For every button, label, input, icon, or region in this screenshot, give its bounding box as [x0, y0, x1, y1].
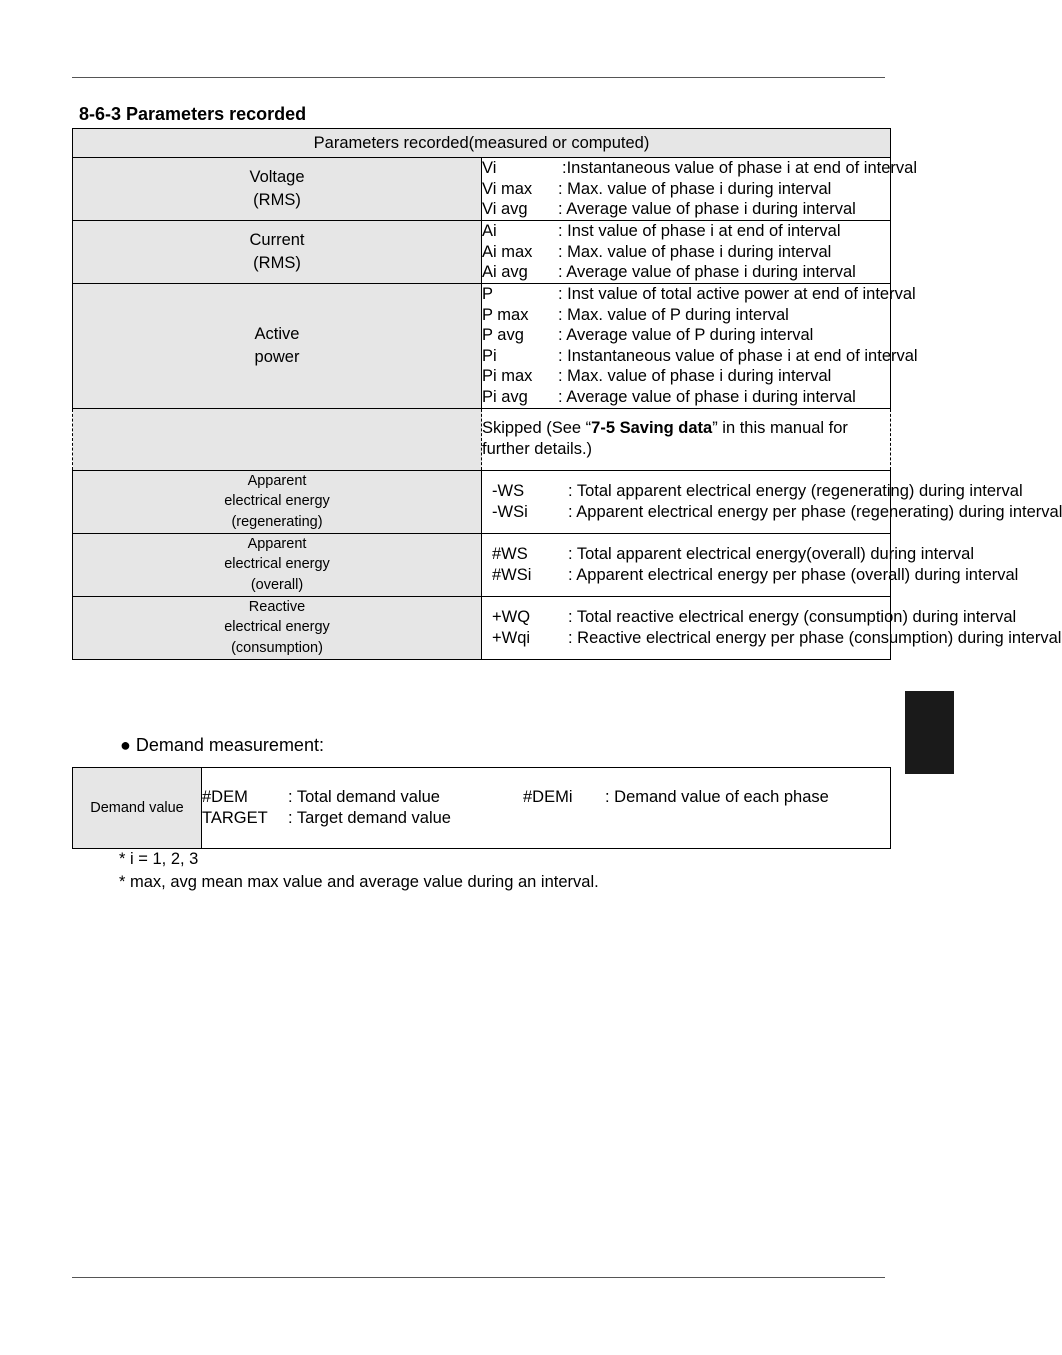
row-label-empty — [73, 408, 482, 470]
footnote-max-avg: * max, avg mean max value and average value during an interval. — [119, 873, 599, 891]
table-row — [73, 470, 891, 533]
section-reference: 7-5 Saving data — [591, 419, 713, 438]
footer-rule — [72, 1277, 885, 1278]
row-label-reactive-consumption: Reactive electrical energy (consumption) — [73, 596, 482, 659]
row-label-voltage: Voltage (RMS) — [73, 158, 482, 221]
row-label-apparent-overall: Apparent electrical energy (overall) — [73, 533, 482, 596]
demand-label: Demand value — [73, 768, 202, 849]
row-desc-apparent-regenerating: -WS : Total apparent electrical energy (regenerating) during interval -WSi : Apparent electrical energy per phase (regenerating) during interval — [482, 470, 891, 533]
table-row — [73, 284, 891, 409]
table-row — [73, 158, 891, 221]
parameters-table — [72, 128, 1062, 660]
chapter-tab — [905, 691, 954, 774]
table-row-skipped — [73, 408, 891, 470]
table-row — [73, 596, 891, 659]
demand-desc: #DEM : Total demand value #DEMi : Demand value of each phase TARGET : Target demand value — [202, 768, 891, 849]
table-row — [73, 533, 891, 596]
footnote-i: * i = 1, 2, 3 — [119, 850, 199, 868]
row-desc-active-power: P : Inst value of total active power at end of interval P max : Max. value of P during interval P avg : Average value of P during interval Pi : Instantaneous value of phase i at end of interval Pi max : Max. value of phase i during interval Pi avg : Average value of phase i during interval — [482, 284, 891, 409]
row-label-apparent-regenerating: Apparent electrical energy (regenerating) — [73, 470, 482, 533]
table-header: Parameters recorded(measured or computed) — [73, 129, 891, 158]
row-desc-apparent-overall: #WS : Total apparent electrical energy(overall) during interval #WSi : Apparent electrical energy per phase (overall) during interval — [482, 533, 891, 596]
header-rule — [72, 77, 885, 78]
demand-heading: ● Demand measurement: — [120, 735, 324, 755]
section-title: 8-6-3 Parameters recorded — [79, 104, 307, 124]
row-desc-skipped: Skipped (See “7-5 Saving data” in this manual for further details.) — [482, 408, 891, 470]
table-row — [73, 221, 891, 284]
row-desc-voltage: Vi :Instantaneous value of phase i at end of interval Vi max : Max. value of phase i during interval Vi avg : Average value of phase i during interval — [482, 158, 891, 221]
row-label-active-power: Active power — [73, 284, 482, 409]
row-desc-reactive-consumption: +WQ : Total reactive electrical energy (consumption) during interval +Wqi : Reactive electrical energy per phase (consumption) during interval — [482, 596, 891, 659]
row-label-current: Current (RMS) — [73, 221, 482, 284]
demand-table — [72, 767, 891, 849]
row-desc-current: Ai : Inst value of phase i at end of interval Ai max : Max. value of phase i during interval Ai avg : Average value of phase i during interval — [482, 221, 891, 284]
